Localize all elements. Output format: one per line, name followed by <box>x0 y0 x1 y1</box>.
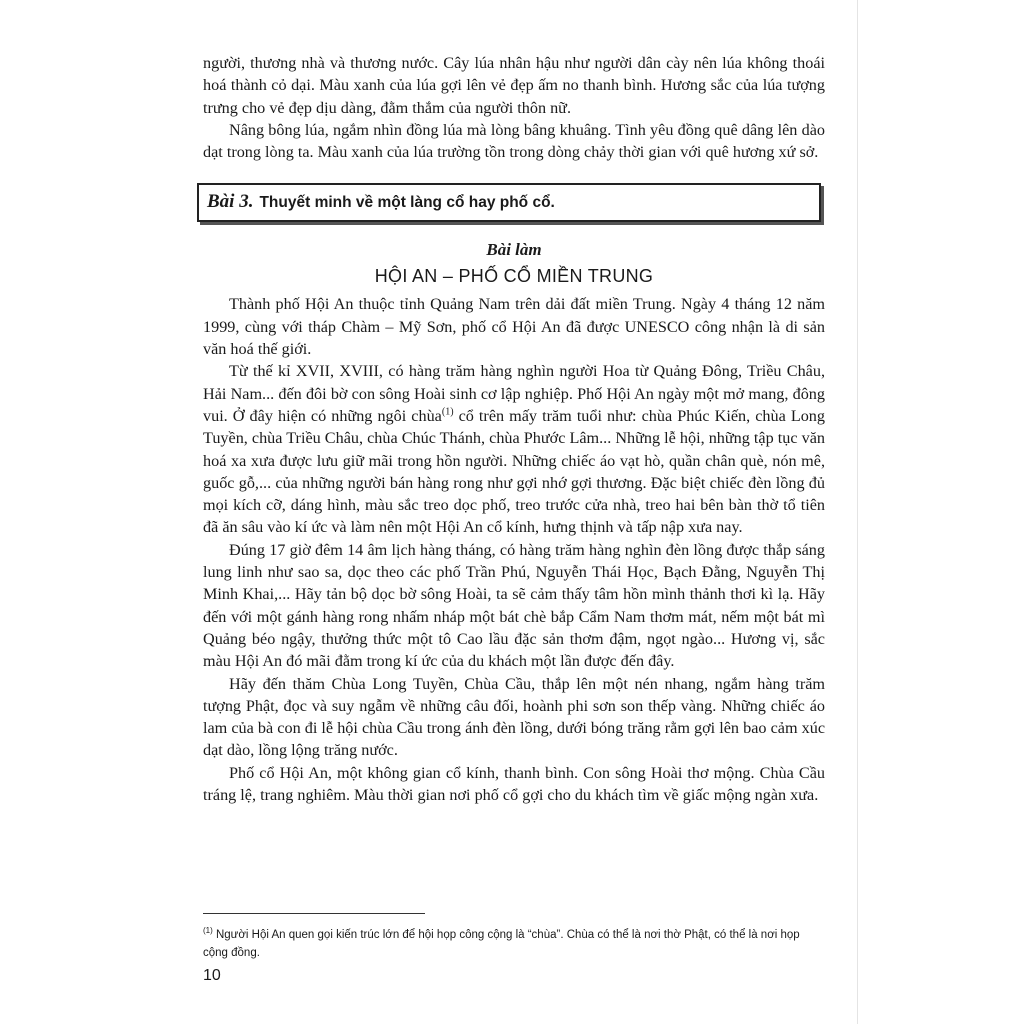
footnote-reference: (1) <box>441 406 454 418</box>
footnote-mark: (1) <box>203 926 213 935</box>
book-page <box>203 52 825 806</box>
essay-title: HỘI AN – PHỐ CỔ MIỀN TRUNG <box>374 266 654 287</box>
essay-paragraph-1: Thành phố Hội An thuộc tỉnh Quảng Nam trên dải đất miền Trung. Ngày 4 tháng 12 năm 1999, cùng với tháp Chàm – Mỹ Sơn, phố cổ Hội An đã được UNESCO công nhận là di sản văn hoá thế giới. <box>203 295 825 359</box>
footnote-rule <box>203 913 425 914</box>
top-paragraph-1: người, thương nhà và thương nước. Cây lúa nhân hậu như người dân cày nên lúa không thoái hoá thành cỏ dại. Màu xanh của lúa gợi lên vẻ đẹp ấm no thanh bình. Hương sắc của lúa tượng trưng cho vẻ đẹp dịu dàng, đằm thắm của người thôn nữ. <box>203 54 825 117</box>
exercise-label: Bài 3. <box>207 191 254 213</box>
footnote <box>203 922 825 962</box>
essay-paragraph-5: Phố cổ Hội An, một không gian cổ kính, thanh bình. Con sông Hoài thơ mộng. Chùa Cầu tráng lệ, trang nghiêm. Màu thời gian nơi phố cổ gợi cho du khách tìm về giấc mộng ngàn xưa. <box>203 763 825 805</box>
essay-paragraph-3: Đúng 17 giờ đêm 14 âm lịch hàng tháng, có hàng trăm hàng nghìn đèn lồng được thắp sáng lung linh như sao sa, dọc theo các phố Trần Phú, Nguyễn Thái Học, Bạch Đằng, Nguyễn Thị Minh Khai,... Hãy tản bộ dọc bờ sông Hoài, ta sẽ cảm thấy tâm hồn mình thảnh thơi kì lạ. Hãy đến với một gánh hàng rong nhấm nháp một bát chè bắp Cẩm Nam thơm mát, nếm một bát mì Quảng béo ngậy, thưởng thức một tô Cao lầu đặc sản thơm đậm, ngọt ngào... Hương vị, sắc màu Hội An đó mãi đằm trong kí ức của du khách một lần được đến đây. <box>203 540 825 671</box>
essay-paragraph-2 <box>203 360 825 538</box>
exercise-box <box>197 183 821 222</box>
essay-paragraph-4: Hãy đến thăm Chùa Long Tuyền, Chùa Cầu, thắp lên một nén nhang, ngắm hàng trăm tượng Phật, đọc và suy ngẫm về những câu đối, hoành phi sơn son thếp vàng. Những chiếc áo lam của bà con đi lễ hội chùa Cầu trong ánh đèn lồng, dưới bóng trăng rằm gợi lên bao cảm xúc dạt dào, lồng lộng trăng nước. <box>203 674 825 760</box>
section-label: Bài làm <box>486 240 542 260</box>
footnote-text: Người Hội An quen gọi kiến trúc lớn để hội họp công cộng là “chùa”. Chùa có thể là nơi thờ Phật, có thể là nơi họp cộng đồng. <box>203 928 800 959</box>
page-number: 10 <box>203 967 221 984</box>
top-paragraph-2: Nâng bông lúa, ngắm nhìn đồng lúa mà lòng bâng khuâng. Tình yêu đồng quê dâng lên dào dạt trong lòng ta. Màu xanh của lúa trường tồn trong dòng chảy thời gian với quê hương xứ sở. <box>203 120 825 162</box>
page-edge-divider <box>857 0 858 1024</box>
essay-paragraph-2-part-2: cổ trên mấy trăm tuổi như: chùa Phúc Kiến, chùa Long Tuyền, chùa Triều Châu, chùa Chúc Thánh, chùa Phước Lâm... Những lễ hội, những tập tục văn hoá xa xưa được lưu giữ mãi trong hồn người. Những chiếc áo vạt hò, quần chân què, nón mê, guốc gỗ,... của những người bán hàng rong như gợi nhớ gợi thương. Đặc biệt chiếc đèn lồng đủ mọi kích cỡ, dáng hình, màu sắc treo dọc phố, treo trước cửa nhà, treo hai bên bàn thờ tổ tiên đã ăn sâu vào kí ức và làm nên một Hội An cổ kính, hưng thịnh và tấp nập xưa nay. <box>203 406 825 537</box>
essay-paragraph-2-part-1: Từ thế kỉ XVII, XVIII, có hàng trăm hàng nghìn người Hoa từ Quảng Đông, Triều Châu, Hải Nam... đến đôi bờ con sông Hoài sinh cơ lập nghiệp. Phố Hội An ngày một mở mang, đông vui. Ở đây hiện có những ngôi chùa <box>203 362 825 425</box>
exercise-title: Thuyết minh về một làng cổ hay phố cổ. <box>259 194 555 212</box>
